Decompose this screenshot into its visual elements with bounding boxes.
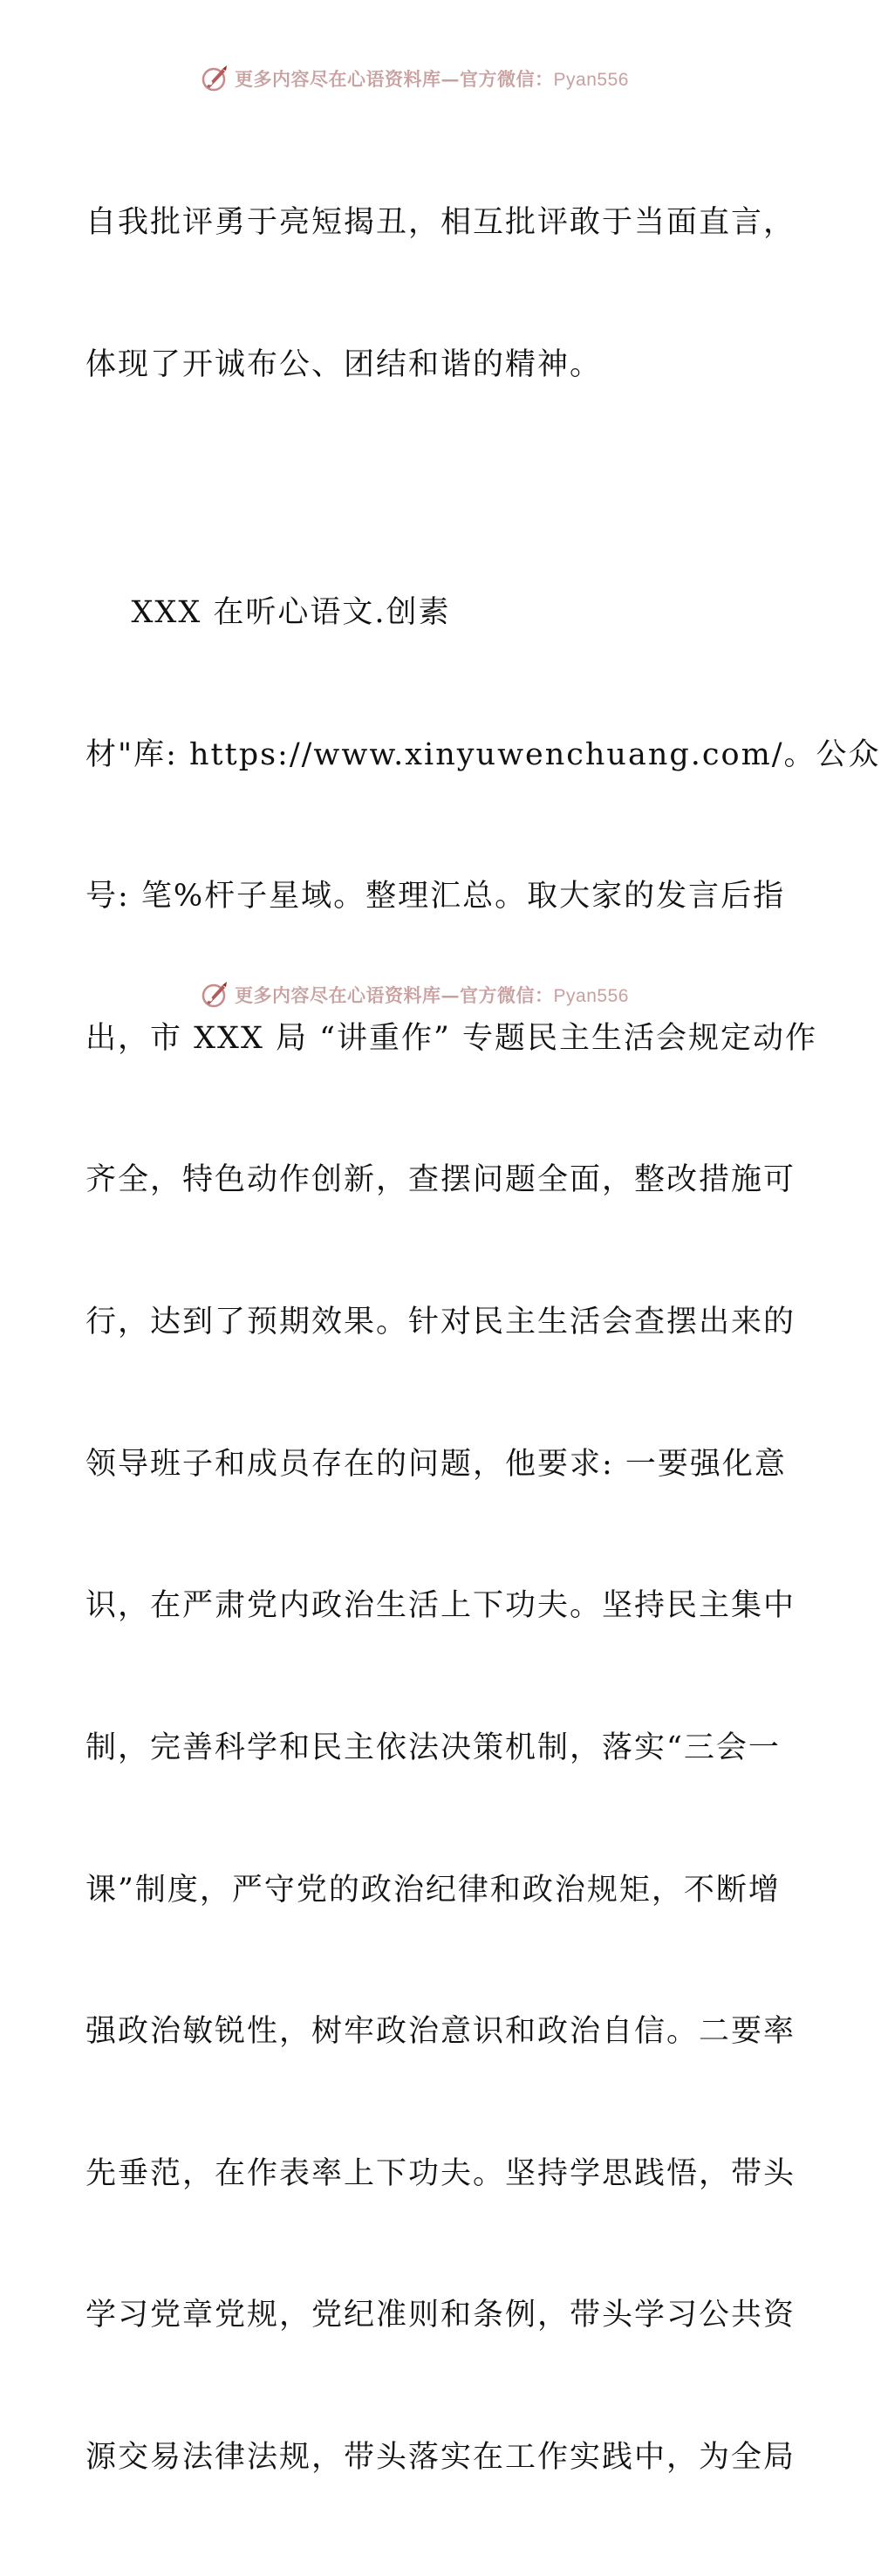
quill-logo-icon [200,64,229,93]
footer-banner [0,977,829,1012]
text-line: 自我批评勇于亮短揭丑，相互批评敢于当面直言， [85,205,796,241]
text-line: 出，市 XXX 局 “讲重作” 专题民主生活会规定动作 [85,1020,818,1056]
text-line: 制，完善科学和民主依法决策机制，落实“三会一 [85,1730,781,1765]
text-line: 号: 笔%杆子星域。整理汇总。取大家的发言后指 [85,879,786,915]
text-line: XXX 在听心语文.创素 [85,595,451,631]
text-line: 课”制度，严守党的政治纪律和政治规矩，不断增 [85,1872,781,1908]
paragraph-2 [85,495,881,2576]
header-banner [0,61,829,96]
text-line: 强政治敏锐性，树牢政治意识和政治自信。二要率 [85,2014,796,2050]
paragraph-1 [85,105,796,483]
text-line: 体现了开诚布公、团结和谐的精神。 [85,347,603,383]
footer-banner-text: 更多内容尽在心语资料库—官方微信：Pyan556 [235,984,629,1006]
text-line: 源交易法律法规，带头落实在工作实践中，为全局 [85,2439,796,2475]
text-line: 先垂范，在作表率上下功夫。坚持学思践悟，带头 [85,2155,796,2191]
text-line: 材"库: https://www.xinyuwenchuang.com/。公众 [85,736,881,772]
text-line: 领导班子和成员存在的问题，他要求: 一要强化意 [85,1446,787,1482]
footer-wechat-id: Pyan556 [553,986,629,1006]
text-line: 识，在严肃党内政治生活上下功夫。坚持民主集中 [85,1588,796,1624]
text-line: 齐全，特色动作创新，查摆问题全面，整改措施可 [85,1162,796,1198]
quill-logo-icon [200,980,229,1010]
text-line: 行，达到了预期效果。针对民主生活会查摆出来的 [85,1305,796,1340]
header-wechat-id: Pyan556 [553,70,629,90]
document-body [85,105,881,2576]
header-banner-text: 更多内容尽在心语资料库—官方微信：Pyan556 [235,68,629,90]
text-line: 学习党章党规，党纪准则和条例，带头学习公共资 [85,2298,796,2333]
